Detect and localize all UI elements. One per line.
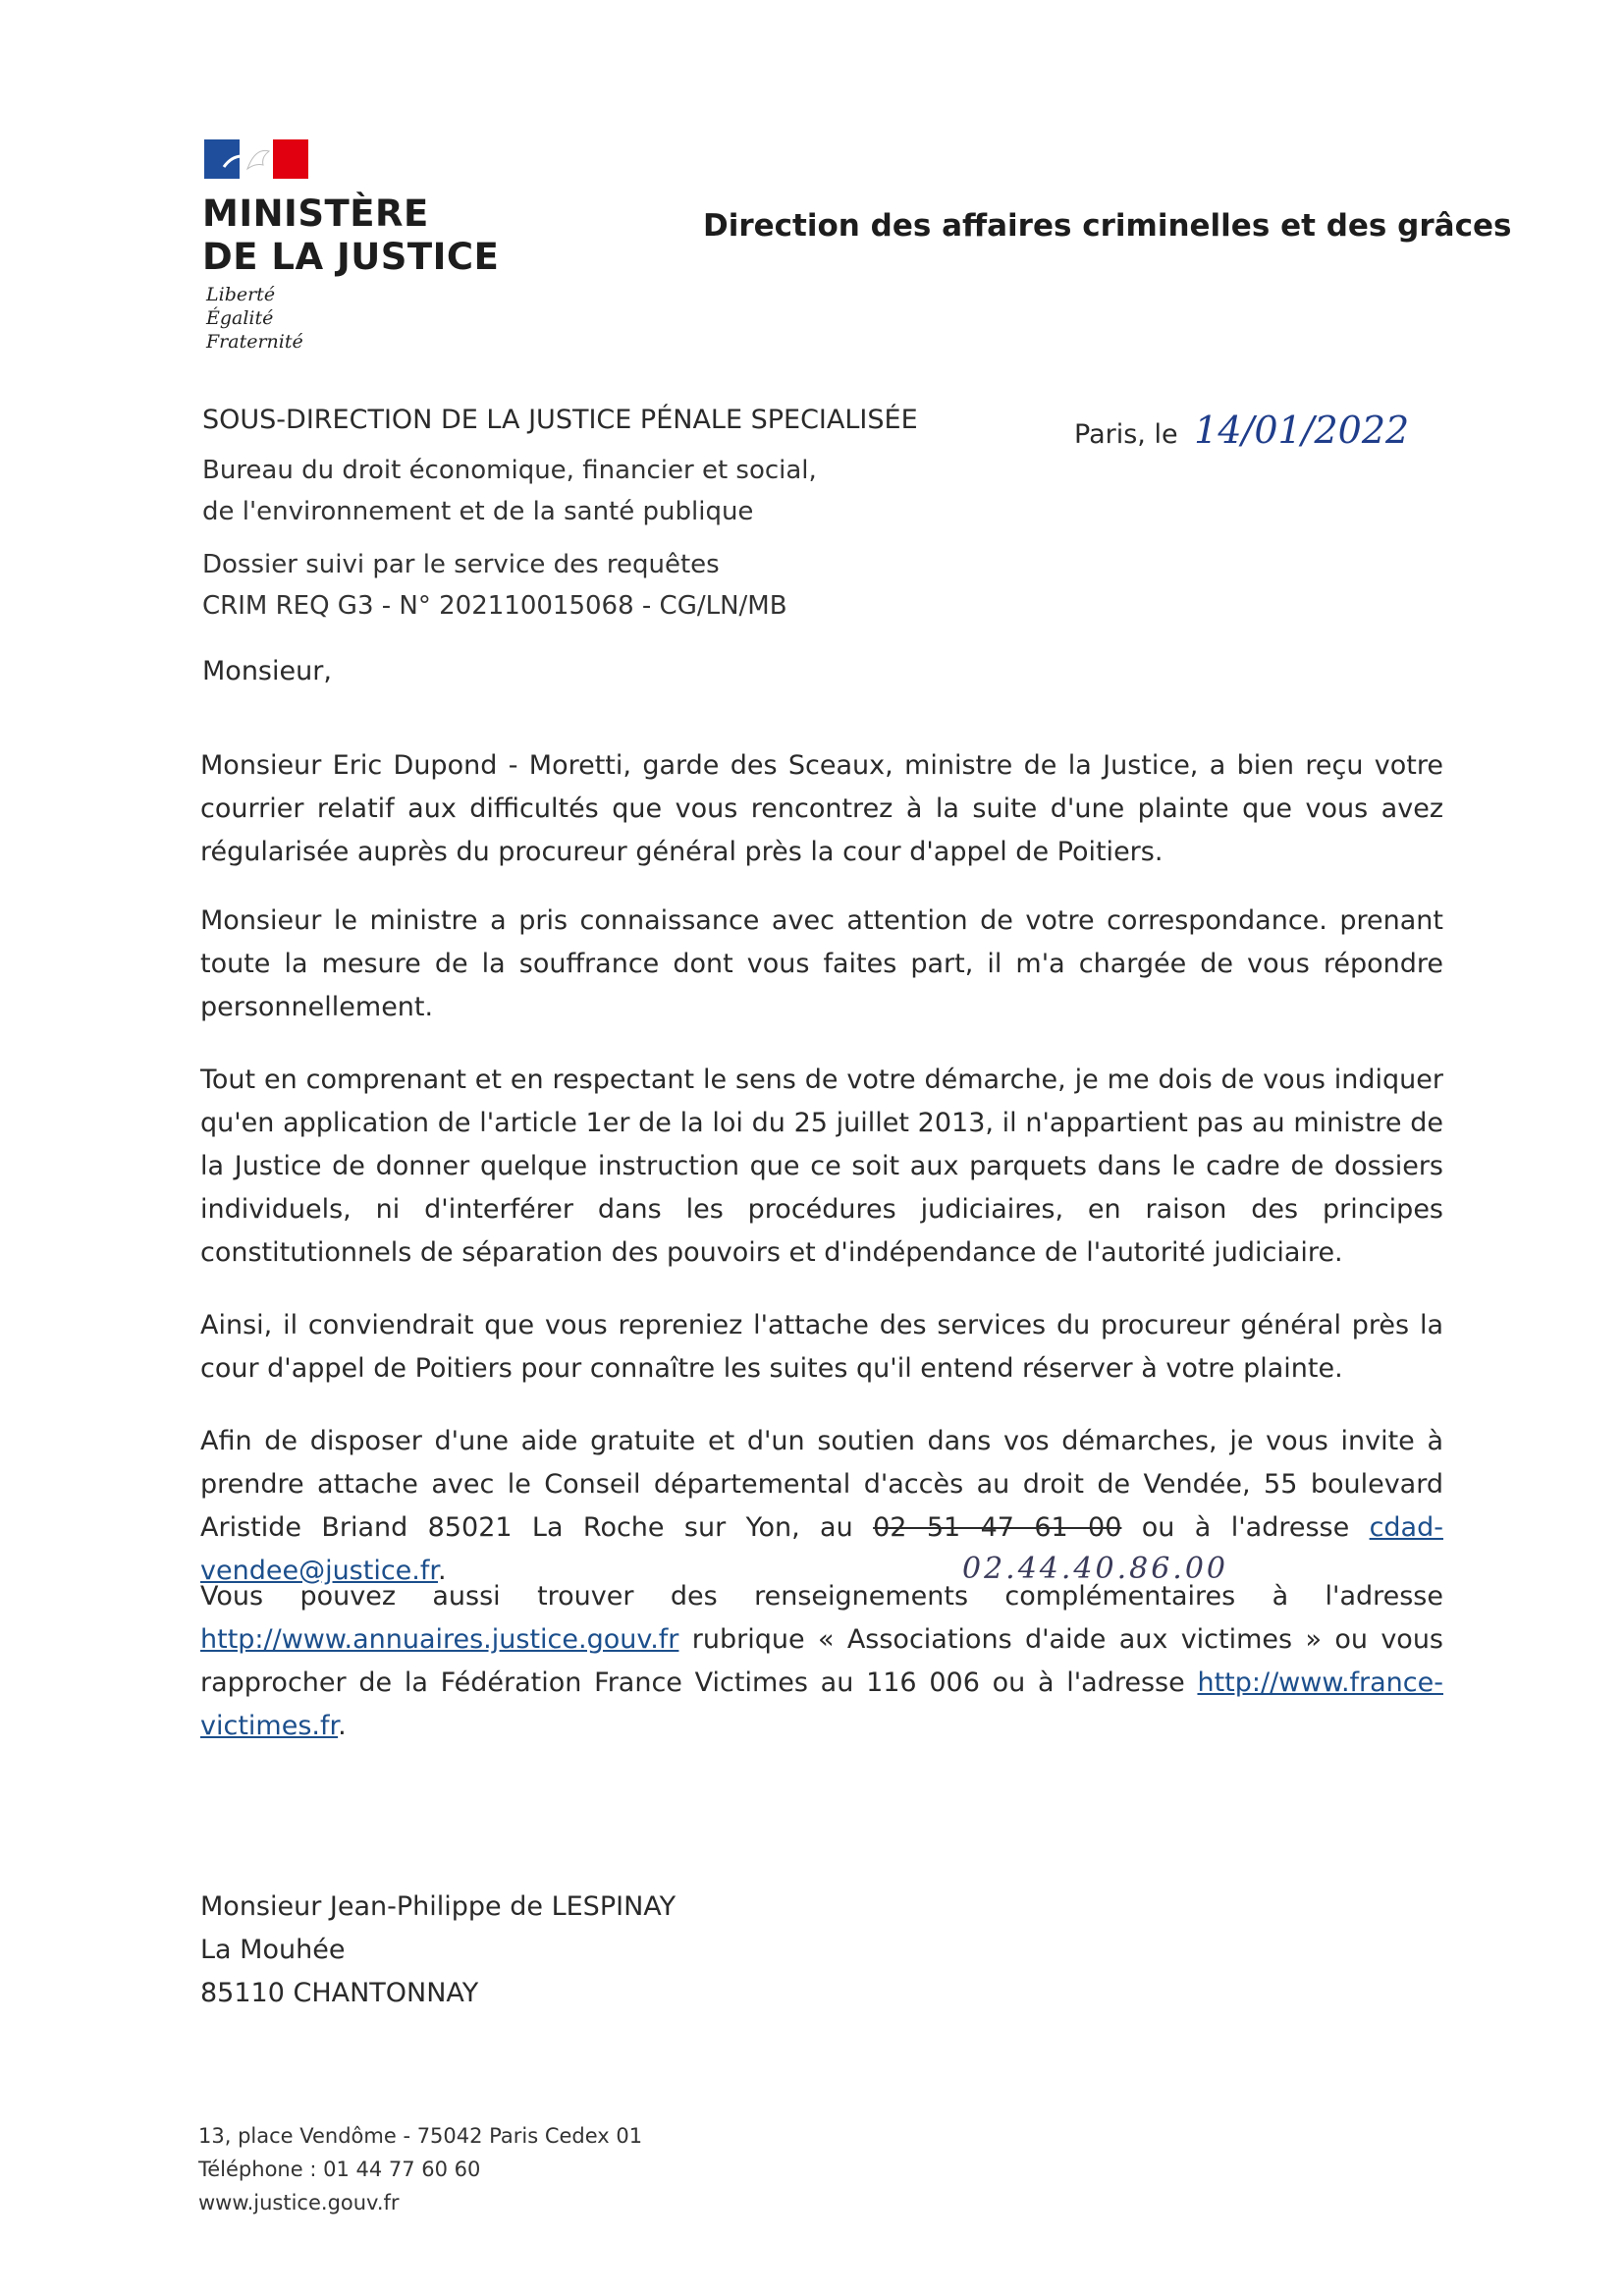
addressee-block <box>200 1886 676 2015</box>
paragraph-2: Monsieur le ministre a pris connaissance avec attention de votre correspondance. prenant toute la mesure de la souffrance dont vous faites part, il m'a chargée de vous répondre personnellement. <box>200 905 1443 1022</box>
subdirection-title: SOUS-DIRECTION DE LA JUSTICE PÉNALE SPECIALISÉE <box>202 405 918 435</box>
place-date <box>1074 409 1409 452</box>
ministry-logo <box>204 139 308 179</box>
france-victimes-link[interactable]: http://www.france-victimes.fr <box>200 1667 1443 1741</box>
paragraph-6 <box>200 1575 1443 1748</box>
footer-website: www.justice.gouv.fr <box>198 2191 400 2214</box>
ministry-line-2: DE LA JUSTICE <box>202 236 500 278</box>
addressee-name: Monsieur Jean-Philippe de LESPINAY <box>200 1891 677 1922</box>
paragraph-5 <box>200 1420 1443 1593</box>
email-link[interactable]: cdad-vendee@justice.fr <box>200 1512 1443 1586</box>
p6-text-middle: rubrique « Associations d'aide aux victimes » ou vous rapprocher de la Fédération France Victimes au 116 006 ou à l'adresse <box>200 1624 1443 1698</box>
dossier-reference <box>202 544 787 627</box>
p5-text-middle: ou à l'adresse <box>1121 1512 1370 1543</box>
bureau-line-1: Bureau du droit économique, financier et social, <box>202 456 817 485</box>
direction-title: Direction des affaires criminelles et des grâces <box>703 208 1512 244</box>
bureau-line-2: de l'environnement et de la santé publique <box>202 497 754 526</box>
struck-phone-number: 02 51 47 61 00 <box>873 1512 1122 1543</box>
paragraph-3: Tout en comprenant et en respectant le sens de votre démarche, je me dois de vous indiquer qu'en application de l'article 1er de la loi du 25 juillet 2013, il n'appartient pas au ministre de la Justice de donner quelque instruction que ce soit aux parquets dans le cadre de dossiers individuels, ni d'interférer dans les procédures judiciaires, en raison des principes constitutionnels de séparation des pouvoirs et d'indépendance de l'autorité judiciaire. <box>200 1065 1443 1268</box>
addressee-line-2: La Mouhée <box>200 1935 346 1965</box>
addressee-line-3: 85110 CHANTONNAY <box>200 1978 479 2008</box>
footer-phone: Téléphone : 01 44 77 60 60 <box>198 2158 481 2181</box>
motto-liberte: Liberté <box>206 284 276 305</box>
bureau-info <box>202 450 817 532</box>
p5-text-end: . <box>438 1556 447 1586</box>
paragraph-1: Monsieur Eric Dupond - Moretti, garde des Sceaux, ministre de la Justice, a bien reçu votre courrier relatif aux difficultés que vous rencontrez à la suite d'une plainte que vous avez régularisée auprès du procureur général près la cour d'appel de Poitiers. <box>200 750 1443 867</box>
dossier-line-1: Dossier suivi par le service des requêtes <box>202 550 720 579</box>
dossier-line-2: CRIM REQ G3 - N° 202110015068 - CG/LN/MB <box>202 591 787 621</box>
ministry-line-1: MINISTÈRE <box>202 192 429 235</box>
p6-text-end: . <box>338 1711 347 1741</box>
footer <box>198 2119 642 2219</box>
republic-motto <box>206 283 303 354</box>
handwritten-date: 14/01/2022 <box>1194 409 1410 452</box>
p5-text-start: Afin de disposer d'une aide gratuite et d'un soutien dans vos démarches, je vous invite à prendre attache avec le Conseil départemental d'accès au droit de Vendée, 55 boulevard Aristide Briand 85021 La Roche sur Yon, au <box>200 1426 1443 1543</box>
salutation: Monsieur, <box>202 656 332 686</box>
paragraph-4: Ainsi, il conviendrait que vous repreniez l'attache des services du procureur général près la cour d'appel de Poitiers pour connaître les suites qu'il entend réserver à votre plainte. <box>200 1310 1443 1384</box>
ministry-name <box>202 192 499 279</box>
motto-fraternite: Fraternité <box>206 331 303 353</box>
footer-address: 13, place Vendôme - 75042 Paris Cedex 01 <box>198 2124 643 2148</box>
annuaires-link[interactable]: http://www.annuaires.justice.gouv.fr <box>200 1624 679 1655</box>
handwritten-phone-correction: 02.44.40.86.00 <box>962 1552 1229 1586</box>
motto-egalite: Égalité <box>206 307 274 329</box>
place-label: Paris, le <box>1074 419 1178 450</box>
p6-text-start: Vous pouvez aussi trouver des renseignements complémentaires à l'adresse <box>200 1581 1443 1612</box>
